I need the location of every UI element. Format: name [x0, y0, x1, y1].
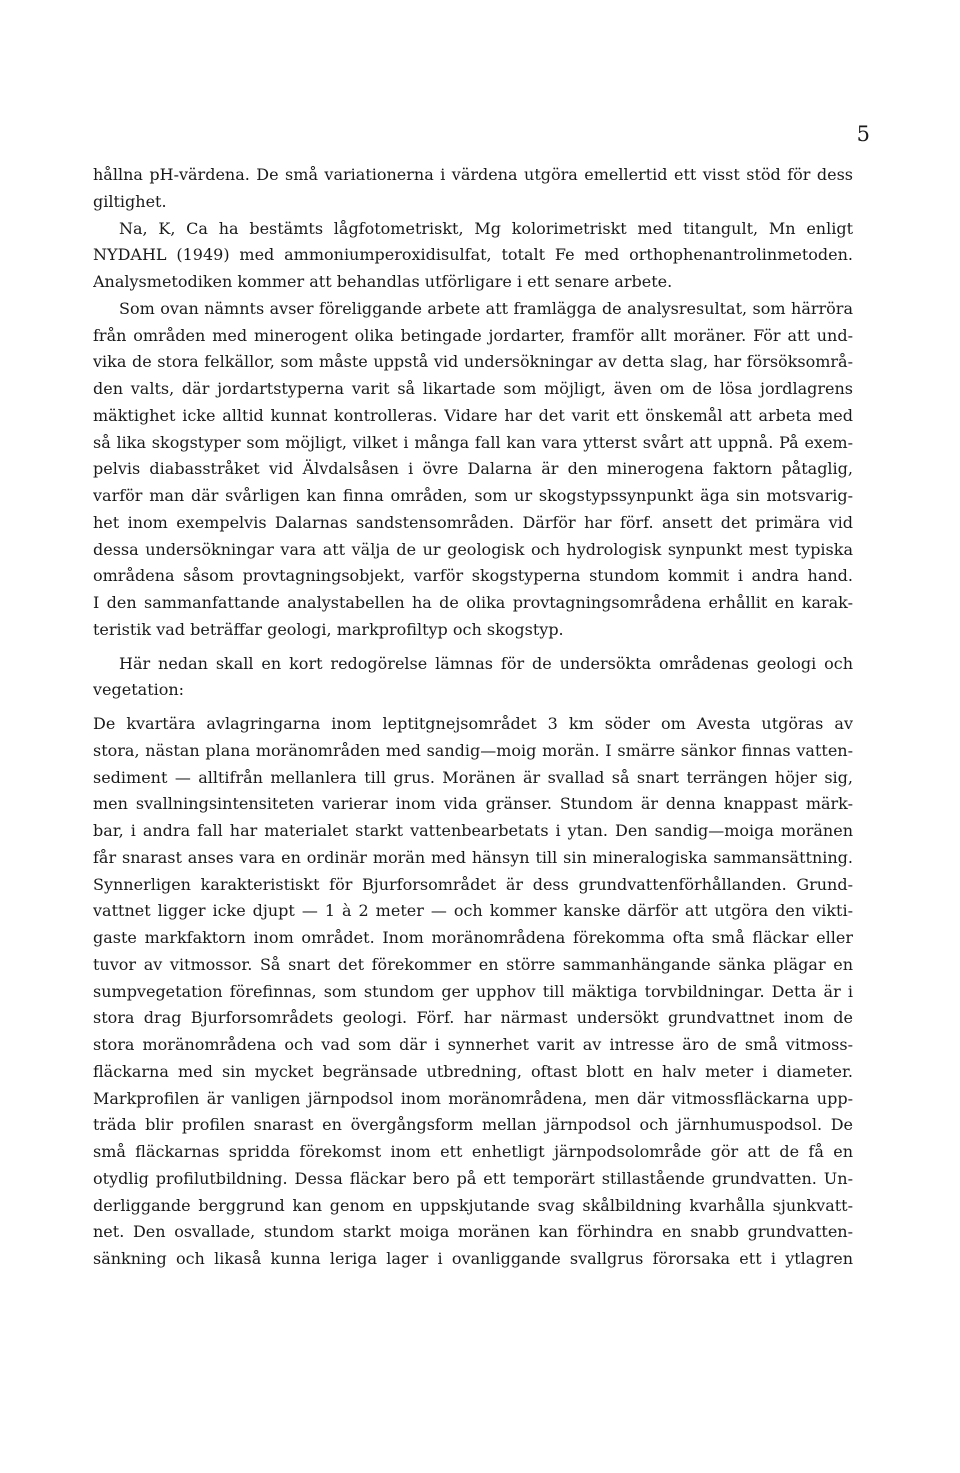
text-line: NYDAHL (1949) med ammoniumperoxidisulfat, totalt Fe med orthophenantrolinmetoden. [93, 245, 853, 265]
text-line: fläckarna med sin mycket begränsade utbredning, oftast blott en halv meter i diameter. [93, 1061, 853, 1081]
text-line: dessa undersökningar vara att välja de ur geologisk och hydrologisk synpunkt mest typiska [93, 539, 853, 559]
text-line: vegetation: [93, 680, 185, 700]
text-line: vattnet ligger icke djupt — 1 à 2 meter — och kommer kanske därför att utgöra den vikti- [93, 901, 853, 921]
text-line: pelvis diabasstråket vid Älvdalsåsen i övre Dalarna är den minerogena faktorn påtaglig, [93, 459, 853, 479]
text-line: så lika skogstyper som möjligt, vilket i många fall kan vara ytterst svårt att uppnå. På exem- [93, 432, 853, 452]
text-line: träda blir profilen snarast en övergångsform mellan järnpodsol och järnhumuspodsol. De [93, 1115, 853, 1135]
text-line: Som ovan nämnts avser föreliggande arbete att framlägga de analysresultat, som härröra [119, 298, 853, 318]
text-line: Synnerligen karakteristiskt för Bjurforsområdet är dess grundvattenförhållanden. Grund- [93, 874, 853, 894]
text-line: bar, i andra fall har materialet starkt vattenbearbetats i ytan. Den sandig—moiga moränen [93, 821, 853, 840]
text-line: men svallningsintensiteten varierar inom vida gränser. Stundom är denna knappast märk- [93, 794, 853, 814]
text-line: derliggande berggrund kan genom en uppskjutande svag skålbildning kvarhålla sjunkvatt- [93, 1195, 853, 1215]
text-line: små fläckarnas spridda förekomst inom ett enhetligt järnpodsolområde gör att de få en [93, 1142, 853, 1161]
text-line: får snarast anses vara en ordinär morän med hänsyn till sin mineralogiska sammansättning. [93, 847, 853, 867]
text-line: Na, K, Ca ha bestämts lågfotometriskt, Mg kolorimetriskt med titangult, Mn enligt [119, 218, 853, 238]
text-line: från områden med minerogent olika betingade jordarter, framför allt moräner. För att und- [93, 325, 853, 345]
text-line: teristik vad beträffar geologi, markprofiltyp och skogstyp. [93, 619, 564, 639]
text-line: tuvor av vitmossor. Så snart det förekommer en större sammanhängande sänka plägar en [93, 954, 853, 974]
body-text [93, 162, 853, 1273]
text-line: sediment — alltifrån mellanlera till grus. Moränen är svallad så snart terrängen höjer sig, [93, 767, 853, 787]
text-line: hållna pH-värdena. De små variationerna i värdena utgöra emellertid ett visst stöd för dess [93, 165, 853, 184]
text-line: I den sammanfattande analystabellen ha de olika provtagningsområdena erhållit en karak- [93, 593, 853, 612]
text-line: stora drag Bjurforsområdets geologi. Förf. har närmast undersökt grundvattnet inom de [93, 1008, 853, 1028]
text-line: Markprofilen är vanligen järnpodsol inom moränområdena, men där vitmossfläckarna upp- [93, 1088, 853, 1108]
text-line: giltighet. [93, 191, 167, 211]
text-line: sumpvegetation förefinnas, som stundom ger upphov till mäktiga torvbildningar. Detta är i [93, 981, 853, 1001]
text-line: områdena såsom provtagningsobjekt, varför skogstyperna stundom kommit i andra hand. [93, 566, 853, 586]
text-line: den valts, där jordartstyperna varit så likartade som möjligt, även om de lösa jordlagrens [93, 379, 853, 398]
text-line: varför man där svårligen kan finna områden, som ur skogstypssynpunkt äga sin motsvarig- [93, 486, 853, 505]
text-line: stora, nästan plana moränområden med sandig—moig morän. I smärre sänkor finnas vatten- [93, 740, 853, 760]
text-line: otydlig profilutbildning. Dessa fläckar bero på ett temporärt stillastående grundvatten. Un- [93, 1168, 853, 1188]
text-line: stora moränområdena och vad som där i synnerhet varit av intresse äro de små vitmoss- [93, 1035, 853, 1054]
text-line: net. Den osvallade, stundom starkt moiga moränen kan förhindra en snabb grundvatten- [93, 1222, 853, 1242]
page-number: 5 [856, 122, 870, 146]
text-line: sänkning och likaså kunna leriga lager i ovanliggande svallgrus förorsaka ett i ytlagren [93, 1249, 853, 1268]
text-line: Analysmetodiken kommer att behandlas utförligare i ett senare arbete. [93, 272, 673, 291]
text-line: De kvartära avlagringarna inom leptitgnejsområdet 3 km söder om Avesta utgöras av [93, 714, 853, 733]
text-line: mäktighet icke alltid kunnat kontrolleras. Vidare har det varit ett önskemål att arbeta med [93, 405, 853, 425]
text-line: Här nedan skall en kort redogörelse lämnas för de undersökta områdenas geologi och [119, 653, 853, 673]
text-line: gaste markfaktorn inom området. Inom moränområdena förekomma ofta små fläckar eller [93, 928, 853, 947]
text-line: het inom exempelvis Dalarnas sandstensområden. Därför har förf. ansett det primära vid [93, 512, 853, 532]
text-line: vika de stora felkällor, som måste uppstå vid undersökningar av detta slag, har försöksområ- [93, 352, 853, 372]
